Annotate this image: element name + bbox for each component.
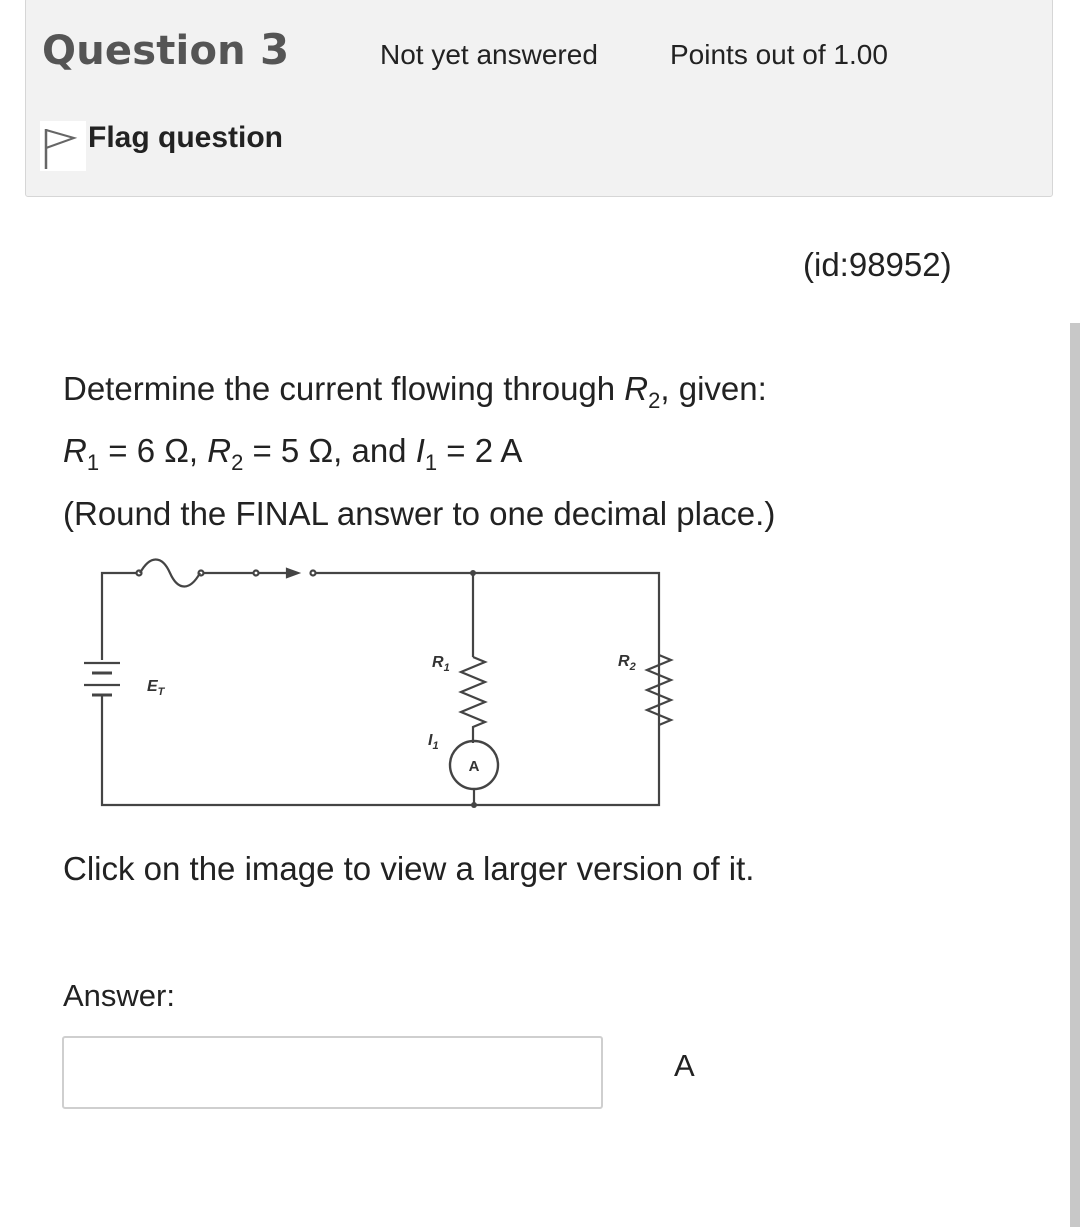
r2-var: R [207,432,232,469]
answer-label: Answer: [63,978,175,1013]
top-wire-left [102,573,137,577]
i1-label: $I_1$ [428,732,439,752]
r1-value: = 6 Ω, [99,432,208,469]
r1-label: $R_1$ [432,654,450,674]
line1-prefix: Determine the current flowing through [63,370,625,407]
question-number: 3 [259,25,290,74]
question-id: (id:98952) [803,246,952,283]
flag-icon [40,121,86,171]
source-label: $E_T$ [147,678,165,698]
line1-suffix: , given: [660,370,767,407]
flag-question-toggle[interactable] [40,121,283,171]
question-grade: Points out of 1.00 [670,39,888,70]
ammeter-label: A [468,758,480,775]
question-text-line1 [63,370,767,413]
r1-resistor [461,657,485,743]
question-info-box [25,0,1053,197]
scrollbar[interactable] [1070,323,1080,1227]
question-instruction: (Round the FINAL answer to one decimal place.) [63,495,776,532]
i1-sub: 1 [424,450,438,475]
i1-var: I [415,432,425,469]
answer-input[interactable] [62,1036,603,1109]
line1-sub: 2 [648,388,661,413]
r2-sub: 2 [231,450,244,475]
question-state: Not yet answered [380,39,598,70]
circuit-diagram-image[interactable] [62,545,682,825]
answer-unit: A [674,1048,695,1083]
r1-sub: 1 [86,450,100,475]
question-title [42,25,289,74]
flag-question-label: Flag question [88,121,283,154]
question-word: Question [42,28,246,74]
question-text-givens [63,432,523,475]
fuse-symbol [140,560,200,587]
line1-var: R [624,370,649,407]
click-image-note: Click on the image to view a larger version of it. [63,850,755,887]
i1-value: = 2 A [437,432,523,469]
r2-value: = 5 Ω, and [243,432,416,469]
r2-label: $R_2$ [618,653,636,673]
r1-var: R [63,432,87,469]
